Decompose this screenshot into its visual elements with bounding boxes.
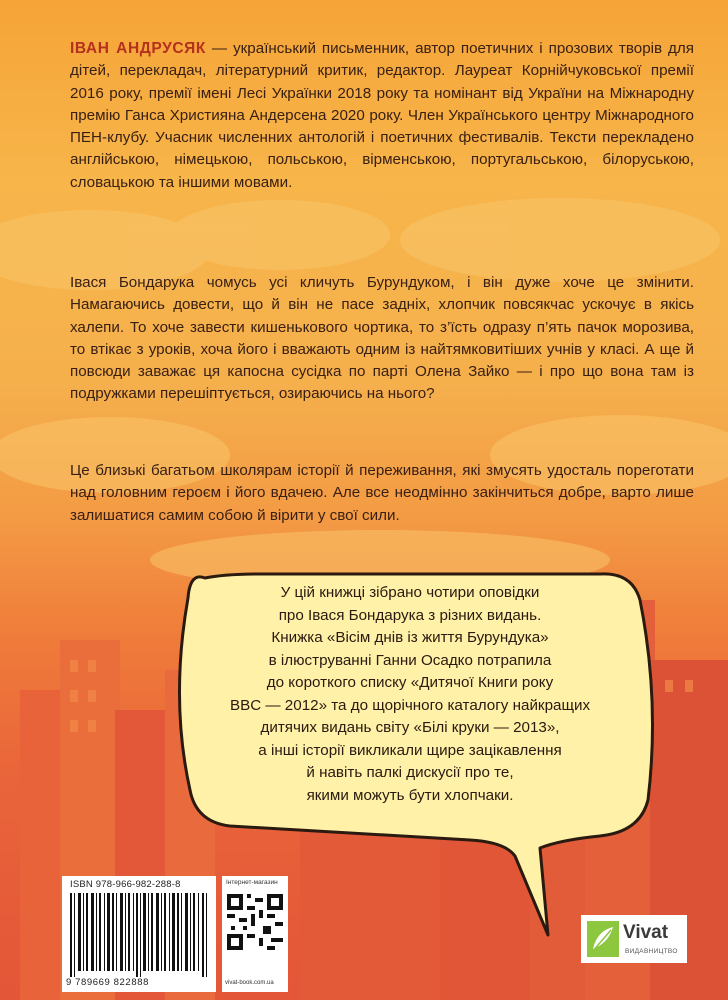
- barcode-icon: [70, 893, 208, 977]
- bubble-line: дитячих видань світу «Білі круки — 2013»,: [260, 719, 560, 736]
- barcode-digits: 9 789669 822888: [66, 977, 149, 988]
- book-description-1: [70, 272, 694, 406]
- author-name: ІВАН АНДРУСЯК: [70, 40, 206, 57]
- bubble-line: в ілюструванні Ганни Осадко потрапила: [268, 651, 552, 669]
- bubble-line: до короткого списку «Дитячої Книги року: [266, 674, 554, 691]
- bubble-line: У цій книжці зібрано чотири оповідки: [280, 584, 540, 601]
- vivat-leaf-icon: [587, 921, 619, 957]
- qr-panel: [222, 876, 288, 992]
- publisher-logo: [581, 915, 687, 963]
- author-bio-text: — український письменник, автор поетичних і прозових творів для дітей, перекладач, літературний критик, редактор. Лауреат Корнійчуковської премії 2016 року, премії імені Лесі Українки 2018 року та номінант від України на Міжнародну премію Ганса Християна Андерсена 2020 року. Член Українського центру Міжнародного ПЕН-клубу. Учасник численних антологій і поетичних фестивалів. Тексти перекладено англійською, німецькою, польською, вірменською, португальською, білоруською, словацькою та іншими мовами.: [70, 40, 694, 191]
- bubble-line: а інші історії викликали щире зацікавлення: [258, 741, 562, 759]
- publisher-subtitle: ВИДАВНИЦТВО: [625, 948, 678, 955]
- qr-label-top: Інтернет-магазин: [226, 879, 278, 886]
- bubble-line: Книжка «Вісім днів із життя Бурундука»: [271, 629, 549, 646]
- bubble-line: якими можуть бути хлопчаки.: [306, 786, 514, 804]
- description-paragraph-1: Івася Бондарука чомусь усі кличуть Бурундуком, і він дуже хоче це змінити. Намагаючись довести, що й він не пасе задніх, хлопчик повсякчас ускочує в якісь халепи. То хоче завести кишенькового чортика, то з’їсть одразу п’ять пачок морозива, то втікає з уроків, хоча його і вважають одним із найтямковитіших учнів у класі. А ще й повсюди заважає ця капосна сусідка по парті Олена Зайко — і про що вона там із подружками перешіптується, озираючись на нього?: [70, 274, 694, 403]
- qr-code-icon: [227, 894, 283, 950]
- qr-label-bottom: vivat-book.com.ua: [225, 980, 274, 986]
- publisher-name: Vivat: [623, 922, 669, 943]
- barcode-panel: [62, 876, 216, 992]
- bubble-line: й навіть палкі дискусії про те,: [306, 764, 514, 781]
- bubble-line: про Івася Бондарука з різних видань.: [278, 606, 542, 624]
- isbn-text: ISBN 978-966-982-288-8: [70, 879, 181, 890]
- bubble-text: [200, 582, 620, 807]
- author-bio: [70, 38, 694, 194]
- description-paragraph-2: Це близькі багатьом школярам історії й переживання, які змусять удосталь пореготати над головним героєм і його вдачею. Але все неодмінно закінчиться добре, варто лише залишатися самим собою й вірити у свої сили.: [70, 462, 694, 524]
- bubble-line: BBC — 2012» та до щорічного каталогу найкращих: [229, 696, 591, 714]
- book-description-2: [70, 460, 694, 527]
